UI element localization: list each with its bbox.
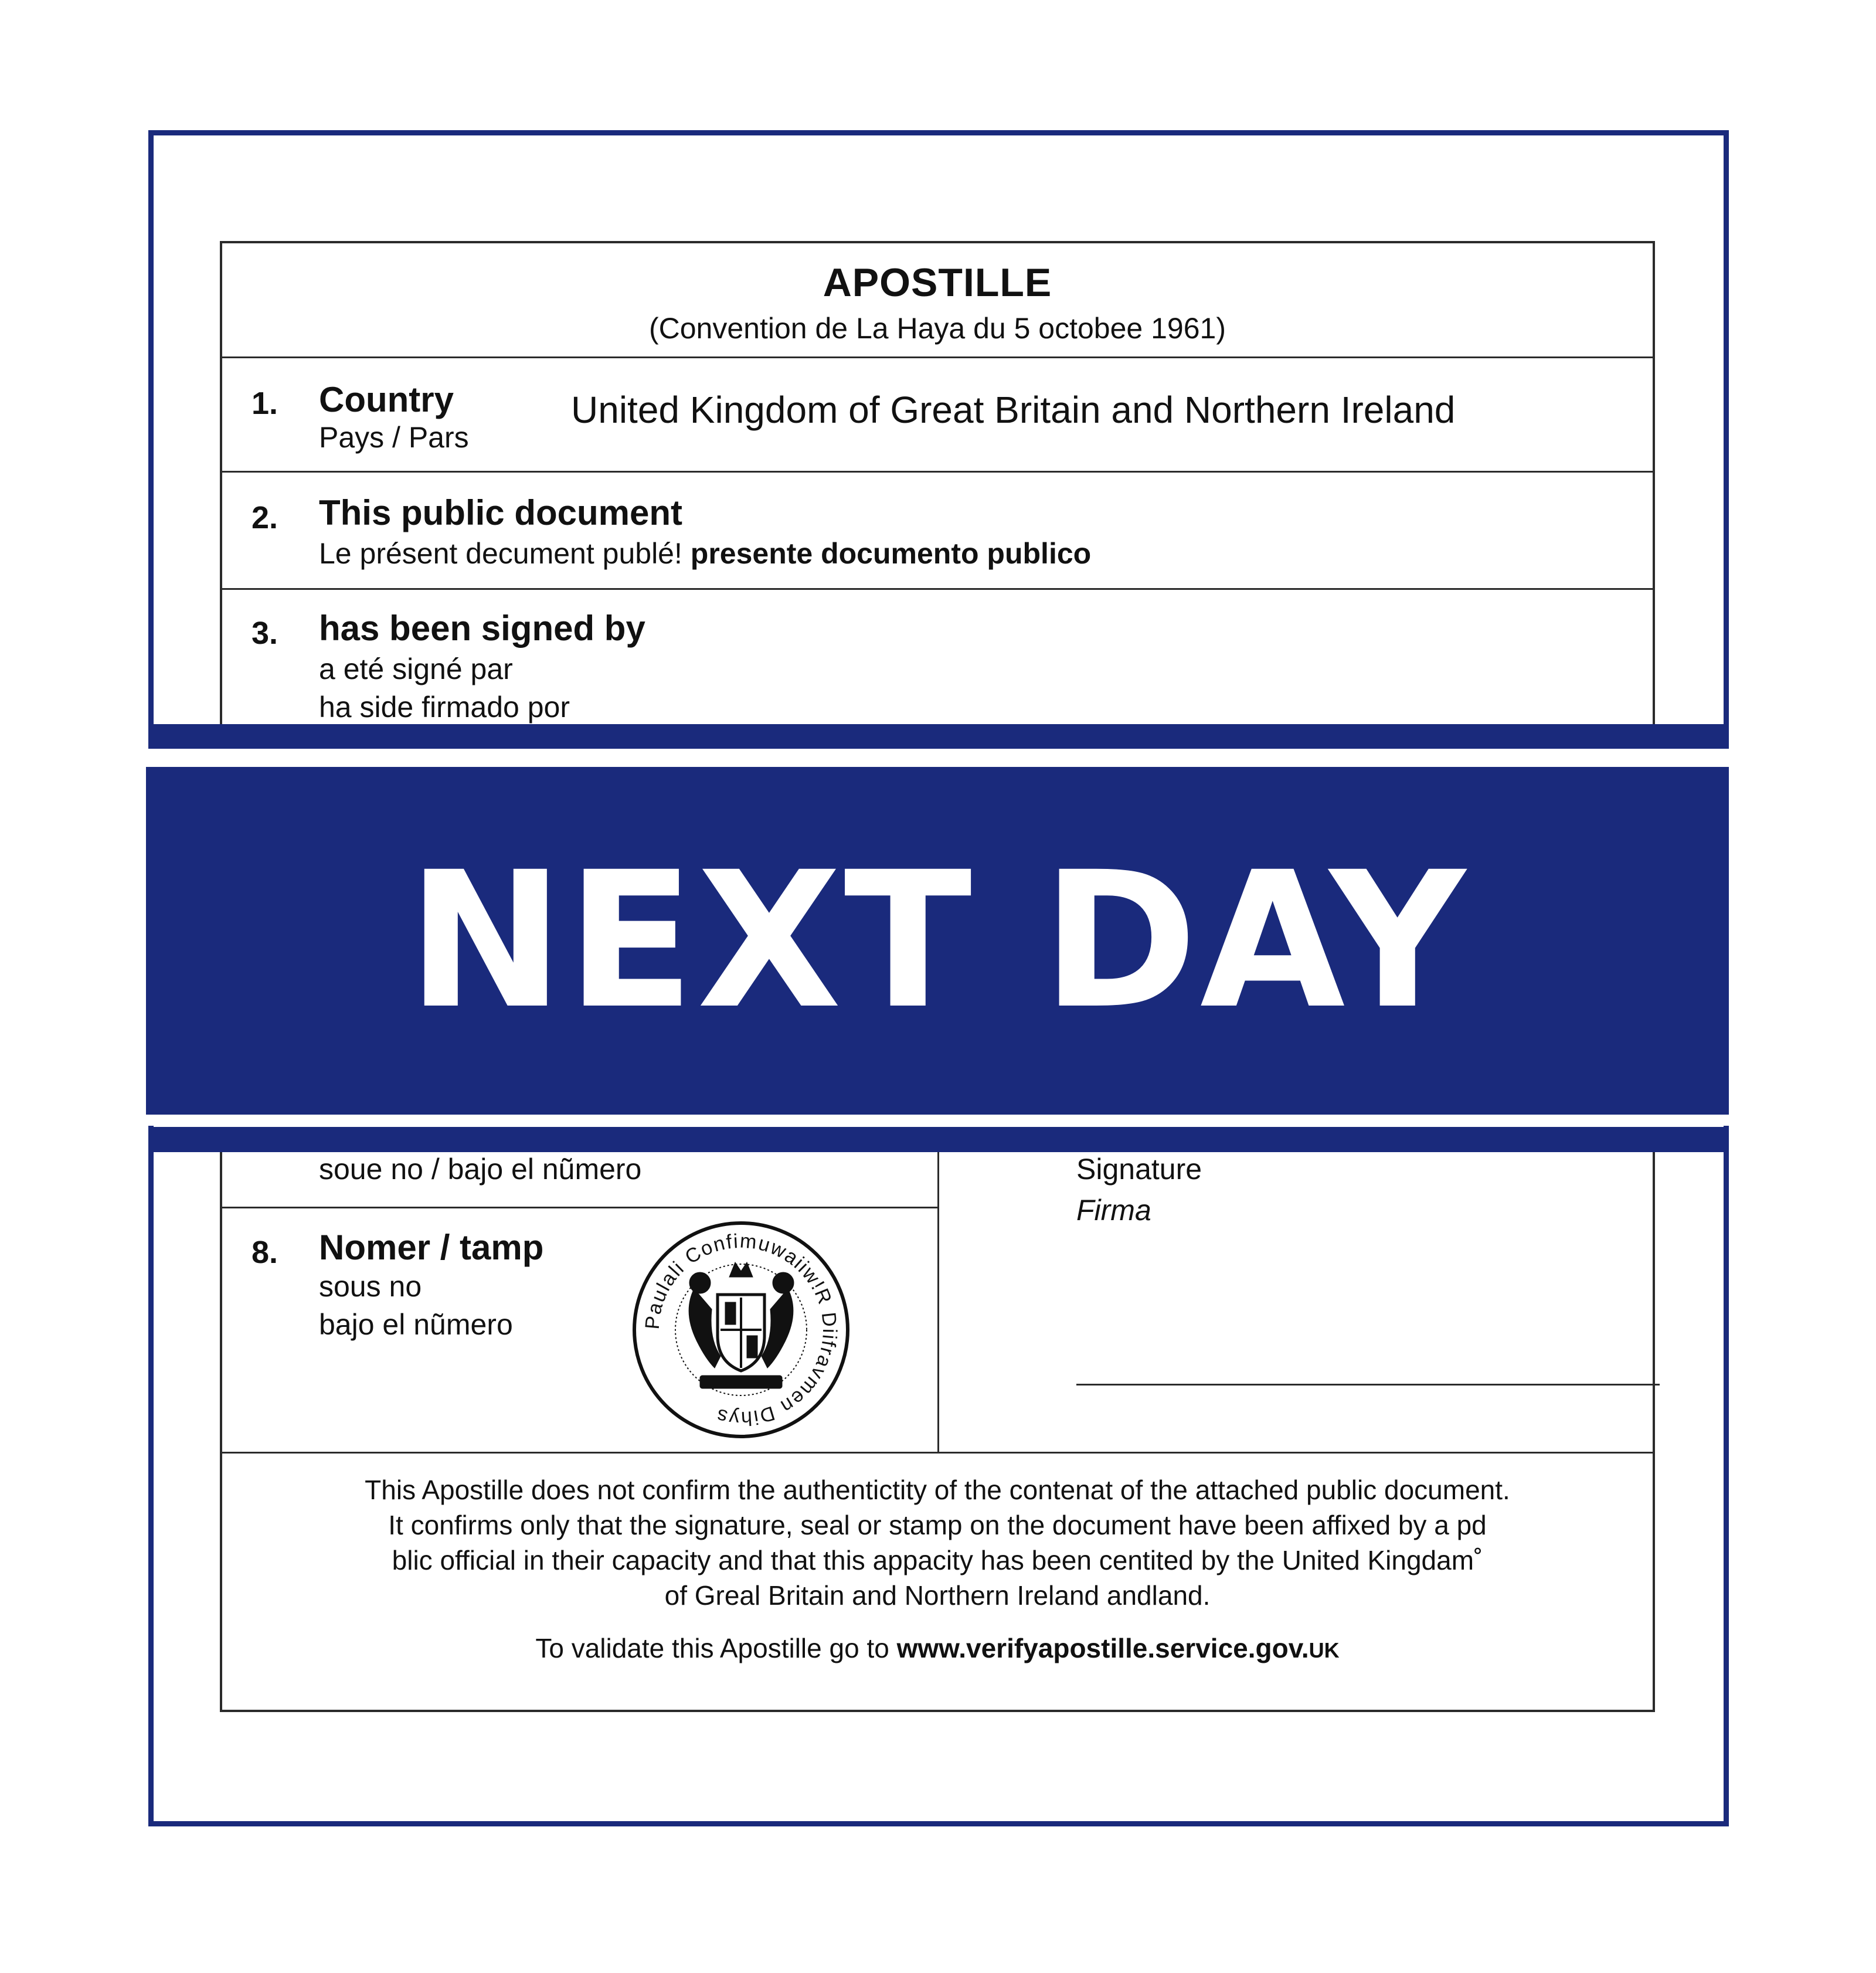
column-divider — [937, 1152, 939, 1452]
field-3-translation-es: ha side firmado por — [319, 691, 570, 724]
apostille-form-upper — [220, 241, 1655, 724]
apostille-title: APOSTILLE — [823, 260, 1052, 305]
apostille-subtitle: (Convention de La Haya du 5 octobee 1961) — [648, 312, 1226, 345]
disclaimer-line-2: It confirms only that the signature, seal or stamp on the document have been affixed by a pd — [388, 1510, 1487, 1540]
signature-line — [1076, 1384, 1660, 1385]
validate-prefix: To validate this Apostille go to — [535, 1633, 889, 1663]
field-2-number: 2. — [252, 500, 278, 535]
row-divider — [222, 471, 1653, 473]
signature-label: Signature — [1076, 1153, 1202, 1186]
field-1-translation: Pays / Pars — [319, 421, 469, 454]
field-2-translation-es: presente documento publico — [690, 537, 1092, 570]
frame-divider-upper — [148, 724, 1729, 749]
field-8-translation-fr: sous no — [319, 1270, 422, 1303]
field-3-label: has been signed by — [319, 609, 645, 648]
field-3-number: 3. — [252, 616, 278, 651]
field-8-translation-es: bajo el nũmero — [319, 1308, 513, 1341]
disclaimer-line-1: This Apostille does not confirm the authentictity of the contenat of the attached public document. — [365, 1475, 1510, 1505]
apostille-form-lower — [220, 1152, 1655, 1712]
field-1-number: 1. — [252, 386, 278, 421]
field-8-number: 8. — [252, 1235, 278, 1270]
row-divider — [222, 356, 1653, 358]
field-7-translation: soue no / bajo el nũmero — [319, 1153, 642, 1186]
frame-divider-lower — [148, 1127, 1729, 1152]
field-2-translation — [319, 536, 1091, 570]
field-8-label: Nomer / tamp — [319, 1228, 544, 1267]
field-3-translation-fr: a eté signé par — [319, 653, 513, 685]
official-seal-icon — [630, 1218, 852, 1441]
field-1-value: United Kingdom of Great Britain and Northern Ireland — [571, 389, 1456, 431]
disclaimer-line-4: of Greal Britain and Northern Ireland andland. — [664, 1580, 1211, 1611]
banner-text: NEXT DAY — [407, 831, 1468, 1050]
validate-url[interactable]: www.verifyapostille.service.gov. — [896, 1633, 1309, 1663]
seal-text: Paulali Confimuwaiiw!R Diifravmen Dihys — [641, 1230, 841, 1430]
disclaimer-line-3: blic official in their capacity and that this appacity has been centited by the United Kingdam˚ — [392, 1545, 1483, 1575]
signature-translation: Firma — [1076, 1194, 1151, 1227]
next-day-banner — [146, 767, 1729, 1115]
row-divider — [222, 1452, 1653, 1454]
row-divider — [222, 588, 1653, 590]
field-1-label: Country — [319, 380, 454, 419]
validate-line — [222, 1630, 1653, 1669]
field-2-translation-fr: Le présent decument publé! — [319, 537, 682, 570]
row-divider — [222, 1207, 939, 1208]
coat-of-arms-icon — [689, 1262, 794, 1388]
field-2-label: This public document — [319, 493, 683, 532]
validate-url-tld[interactable]: UK — [1309, 1638, 1340, 1662]
